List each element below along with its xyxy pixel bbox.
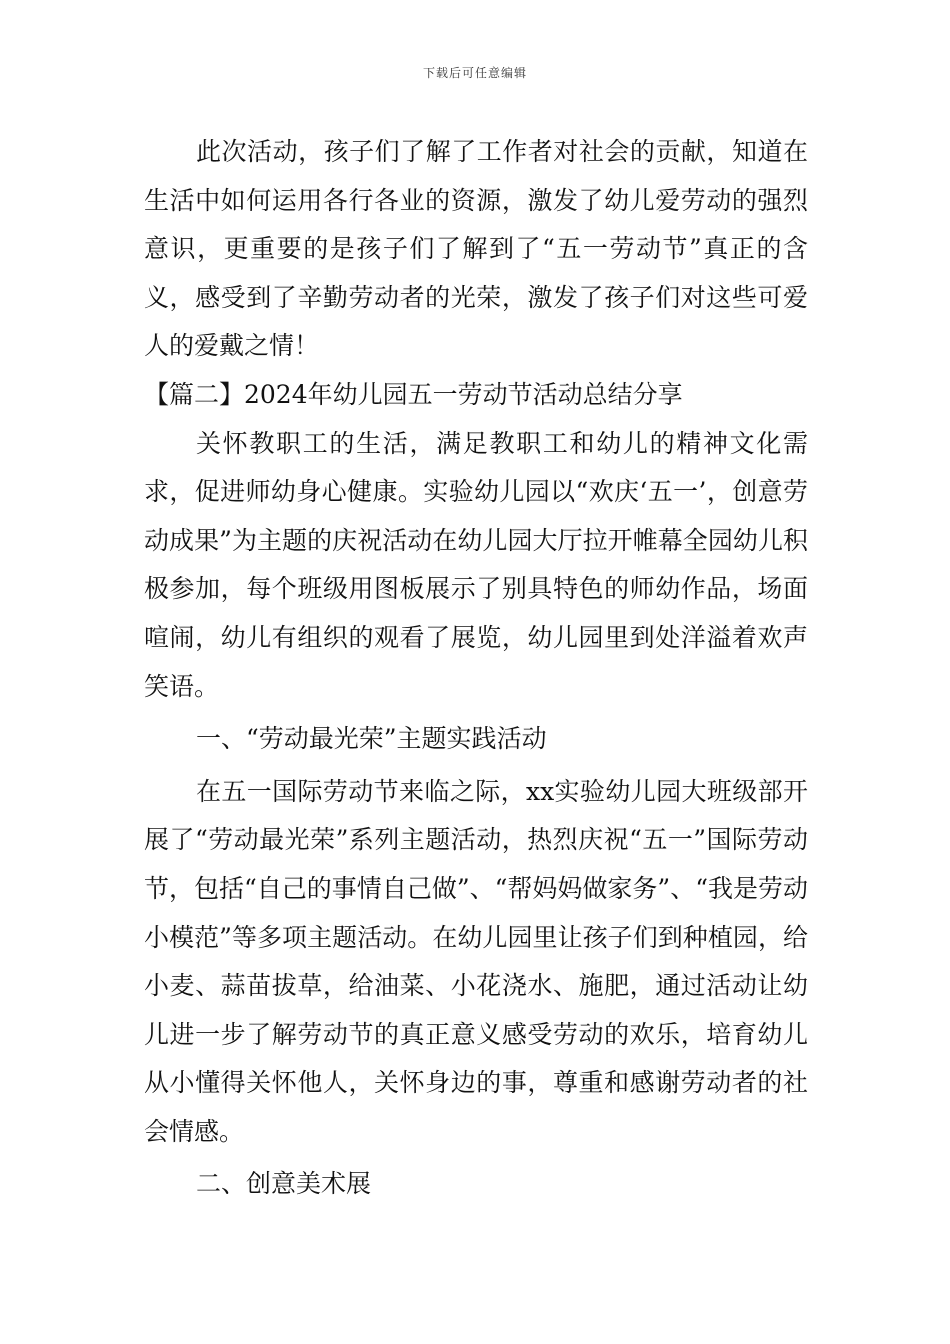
subheading-labor-practice: 一、“劳动最光荣”主题实践活动 [196,724,547,754]
paragraph-activity-summary: 此次活动，孩子们了解了工作者对社会的贡献，知道在生活中如何运用各行各业的资源，激发了幼儿爱劳动的强烈意识，更重要的是孩子们了解到了“五一劳动节”真正的含义，感受到了辛勤劳动者的光荣，激发了孩子们对这些可爱人的爱戴之情！ [144,137,808,361]
section-title-part-two: 【篇二】2024年幼儿园五一劳动节活动总结分享 [144,379,683,409]
paragraph-labor-activities: 在五一国际劳动节来临之际，xx实验幼儿园大班级部开展了“劳动最光荣”系列主题活动，热烈庆祝“五一”国际劳动节，包括“自己的事情自己做”、“帮妈妈做家务”、“我是劳动小模范”等多项主题活动。在幼儿园里让孩子们到种植园，给小麦、蒜苗拔草，给油菜、小花浇水、施肥，通过活动让幼儿进一步了解劳动节的真正意义感受劳动的欢乐，培育幼儿从小懂得关怀他人，关怀身边的事，尊重和感谢劳动者的社会情感。 [144,776,808,1146]
subheading-art-exhibition: 二、创意美术展 [196,1169,372,1199]
page-header-note: 下载后可任意编辑 [422,66,527,80]
paragraph-celebration-intro: 关怀教职工的生活，满足教职工和幼儿的精神文化需求，促进师幼身心健康。实验幼儿园以“欢庆‘五一’，创意劳动成果”为主题的庆祝活动在幼儿园大厅拉开帷幕全园幼儿积极参加，每个班级用图板展示了别具特色的师幼作品，场面喧闹，幼儿有组织的观看了展览，幼儿园里到处洋溢着欢声笑语。 [144,428,808,701]
document-body [144,128,808,1209]
